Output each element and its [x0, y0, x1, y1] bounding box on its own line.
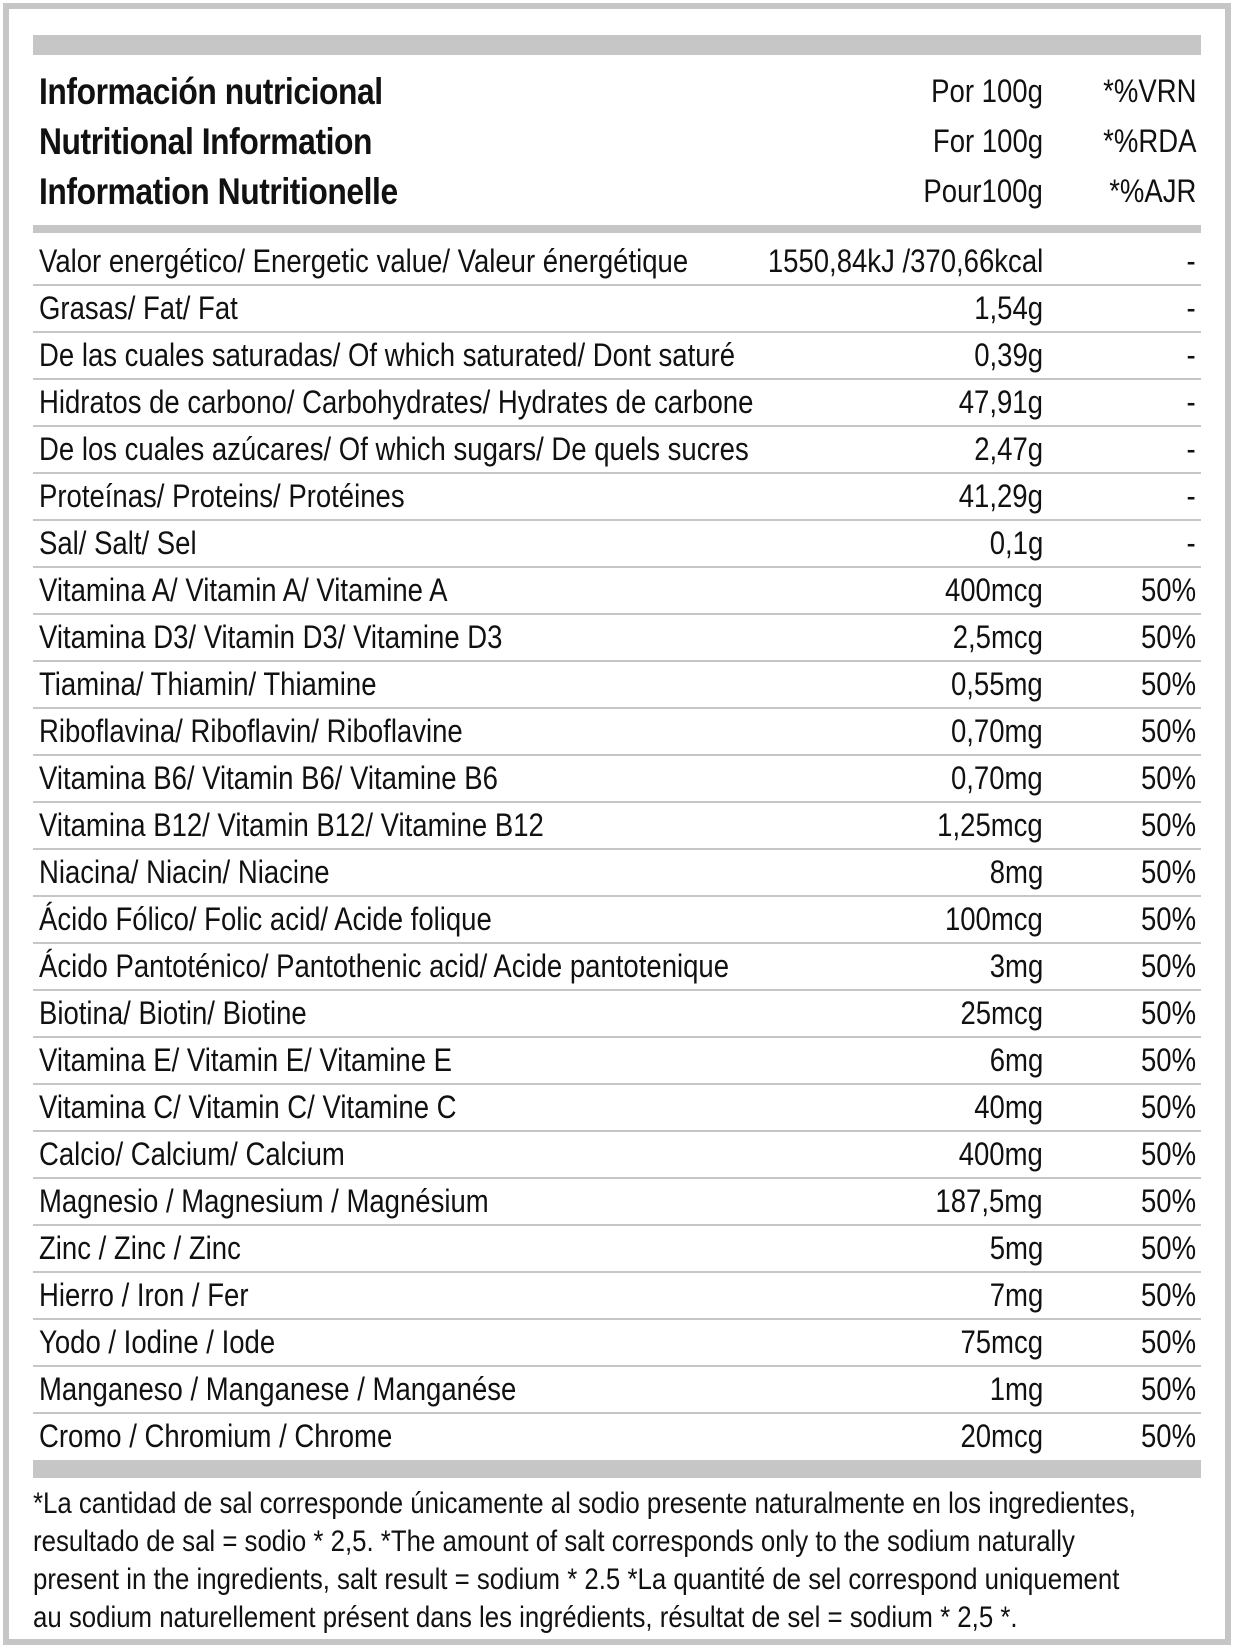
nutrient-amount: 1550,84kJ /370,66kcal: [767, 243, 1043, 279]
header-per-en: For 100g: [932, 123, 1043, 159]
nutrient-rda: 50%: [1140, 572, 1196, 608]
table-row: [33, 521, 1201, 568]
nutrient-name: Tiamina/ Thiamin/ Thiamine: [39, 666, 377, 702]
table-row: [33, 1179, 1201, 1226]
bottom-divider-bar: [33, 1460, 1201, 1478]
nutrient-amount: 0,39g: [974, 337, 1043, 373]
table-row: [33, 1414, 1201, 1461]
nutrient-amount: 1,54g: [974, 290, 1043, 326]
nutrient-amount: 1mg: [989, 1371, 1043, 1407]
nutrient-name: Vitamina C/ Vitamin C/ Vitamine C: [39, 1089, 457, 1125]
table-row: [33, 850, 1201, 897]
table-row: [33, 1132, 1201, 1179]
header-title-en: Nutritional Information: [39, 121, 373, 162]
table-row: [33, 427, 1201, 474]
nutrient-rda: 50%: [1140, 995, 1196, 1031]
table-row: [33, 568, 1201, 615]
nutrient-rda: -: [1186, 337, 1196, 373]
nutrient-amount: 0,1g: [989, 525, 1043, 561]
table-row: [33, 991, 1201, 1038]
nutrient-name: Grasas/ Fat/ Fat: [39, 290, 238, 326]
nutrient-name: Ácido Fólico/ Folic acid/ Acide folique: [39, 901, 492, 937]
nutrient-name: Magnesio / Magnesium / Magnésium: [39, 1183, 489, 1219]
nutrient-amount: 5mg: [989, 1230, 1043, 1266]
nutrient-name: Calcio/ Calcium/ Calcium: [39, 1136, 345, 1172]
nutrient-amount: 2,5mcg: [952, 619, 1043, 655]
nutrient-rda: 50%: [1140, 901, 1196, 937]
nutrient-name: De los cuales azúcares/ Of which sugars/ De quels sucres: [39, 431, 749, 467]
nutrient-name: Biotina/ Biotin/ Biotine: [39, 995, 307, 1031]
nutrient-rda: 50%: [1140, 760, 1196, 796]
nutrient-amount: 7mg: [989, 1277, 1043, 1313]
table-row: [33, 756, 1201, 803]
nutrient-amount: 0,70mg: [951, 713, 1043, 749]
nutrient-table: [33, 239, 1201, 1461]
table-row: [33, 1085, 1201, 1132]
nutrient-name: Manganeso / Manganese / Manganése: [39, 1371, 517, 1407]
nutrient-name: Vitamina B12/ Vitamin B12/ Vitamine B12: [39, 807, 544, 843]
nutrient-amount: 3mg: [989, 948, 1043, 984]
nutrient-rda: 50%: [1140, 1324, 1196, 1360]
table-row: [33, 333, 1201, 380]
table-row: [33, 239, 1201, 286]
nutrient-name: Vitamina B6/ Vitamin B6/ Vitamine B6: [39, 760, 498, 796]
nutrient-name: Zinc / Zinc / Zinc: [39, 1230, 241, 1266]
header-rda-en: *%RDA: [1102, 123, 1196, 159]
nutrient-name: Proteínas/ Proteins/ Protéines: [39, 478, 405, 514]
nutrient-amount: 47,91g: [958, 384, 1043, 420]
header-row-fr: [39, 167, 1201, 217]
header-row-es: [39, 67, 1201, 117]
nutrient-amount: 187,5mg: [935, 1183, 1043, 1219]
nutrient-rda: 50%: [1140, 1277, 1196, 1313]
nutrient-name: Vitamina E/ Vitamin E/ Vitamine E: [39, 1042, 453, 1078]
nutrition-label: [3, 3, 1231, 1645]
nutrient-rda: -: [1186, 243, 1196, 279]
table-row: [33, 474, 1201, 521]
nutrient-rda: 50%: [1140, 666, 1196, 702]
footnote-line: *La cantidad de sal corresponde únicamente al sodio presente naturalmente en los ingredientes,: [33, 1487, 1136, 1520]
table-row: [33, 615, 1201, 662]
header-divider-bar: [33, 225, 1201, 233]
table-row: [33, 1320, 1201, 1367]
nutrient-rda: 50%: [1140, 807, 1196, 843]
table-row: [33, 803, 1201, 850]
nutrient-amount: 8mg: [989, 854, 1043, 890]
nutrient-rda: 50%: [1140, 1089, 1196, 1125]
nutrient-amount: 0,70mg: [951, 760, 1043, 796]
nutrient-name: Valor energético/ Energetic value/ Valeur énergétique: [39, 243, 689, 279]
nutrient-amount: 400mcg: [945, 572, 1043, 608]
nutrient-amount: 25mcg: [960, 995, 1043, 1031]
nutrient-name: Vitamina D3/ Vitamin D3/ Vitamine D3: [39, 619, 503, 655]
nutrient-rda: 50%: [1140, 1418, 1196, 1454]
nutrient-amount: 1,25mcg: [937, 807, 1043, 843]
nutrient-amount: 100mcg: [945, 901, 1043, 937]
nutrient-amount: 2,47g: [974, 431, 1043, 467]
nutrient-rda: -: [1186, 384, 1196, 420]
nutrient-amount: 41,29g: [958, 478, 1043, 514]
nutrient-amount: 40mg: [974, 1089, 1043, 1125]
nutrient-amount: 6mg: [989, 1042, 1043, 1078]
table-row: [33, 897, 1201, 944]
header-title-es: Información nutricional: [39, 71, 383, 112]
table-row: [33, 1226, 1201, 1273]
nutrient-rda: 50%: [1140, 713, 1196, 749]
salt-footnote: [33, 1485, 1195, 1637]
nutrient-name: Riboflavina/ Riboflavin/ Riboflavine: [39, 713, 463, 749]
nutrient-rda: 50%: [1140, 1230, 1196, 1266]
header-rda-fr: *%AJR: [1108, 173, 1196, 209]
footnote-line: resultado de sal = sodio * 2,5. *The amount of salt corresponds only to the sodium naturally: [33, 1525, 1075, 1558]
header-per-fr: Pour100g: [923, 173, 1043, 209]
nutrient-name: Yodo / Iodine / Iode: [39, 1324, 276, 1360]
nutrient-rda: -: [1186, 290, 1196, 326]
footnote-line: present in the ingredients, salt result = sodium * 2.5 *La quantité de sel correspond uniquement: [33, 1563, 1120, 1596]
nutrient-amount: 400mg: [958, 1136, 1043, 1172]
nutrient-rda: 50%: [1140, 1136, 1196, 1172]
nutrient-name: Niacina/ Niacin/ Niacine: [39, 854, 330, 890]
table-row: [33, 944, 1201, 991]
nutrient-amount: 75mcg: [960, 1324, 1043, 1360]
header-title-fr: Information Nutritionelle: [39, 171, 398, 212]
nutrient-name: De las cuales saturadas/ Of which saturated/ Dont saturé: [39, 337, 735, 373]
nutrient-name: Hierro / Iron / Fer: [39, 1277, 249, 1313]
nutrient-rda: -: [1186, 431, 1196, 467]
table-row: [33, 286, 1201, 333]
nutrient-rda: 50%: [1140, 854, 1196, 890]
nutrient-rda: 50%: [1140, 1042, 1196, 1078]
nutrient-name: Cromo / Chromium / Chrome: [39, 1418, 393, 1454]
nutrient-name: Ácido Pantoténico/ Pantothenic acid/ Acide pantotenique: [39, 948, 730, 984]
nutrient-name: Hidratos de carbono/ Carbohydrates/ Hydrates de carbone: [39, 384, 754, 420]
nutrient-rda: -: [1186, 525, 1196, 561]
table-row: [33, 1273, 1201, 1320]
nutrient-rda: 50%: [1140, 1371, 1196, 1407]
footnote-line: au sodium naturellement présent dans les ingrédients, résultat de sel = sodium * 2,5 *.: [33, 1601, 1018, 1634]
header-row-en: [39, 117, 1201, 167]
nutrient-amount: 0,55mg: [951, 666, 1043, 702]
nutrient-name: Vitamina A/ Vitamin A/ Vitamine A: [39, 572, 448, 608]
nutrition-header: [39, 67, 1201, 217]
nutrient-rda: 50%: [1140, 1183, 1196, 1219]
nutrient-name: Sal/ Salt/ Sel: [39, 525, 197, 561]
table-row: [33, 380, 1201, 427]
nutrient-rda: 50%: [1140, 948, 1196, 984]
nutrient-rda: -: [1186, 478, 1196, 514]
header-per-es: Por 100g: [931, 73, 1043, 109]
nutrient-amount: 20mcg: [960, 1418, 1043, 1454]
table-row: [33, 1367, 1201, 1414]
table-row: [33, 1038, 1201, 1085]
table-row: [33, 662, 1201, 709]
header-rda-es: *%VRN: [1102, 73, 1196, 109]
nutrient-rda: 50%: [1140, 619, 1196, 655]
top-divider-bar: [33, 35, 1201, 55]
table-row: [33, 709, 1201, 756]
